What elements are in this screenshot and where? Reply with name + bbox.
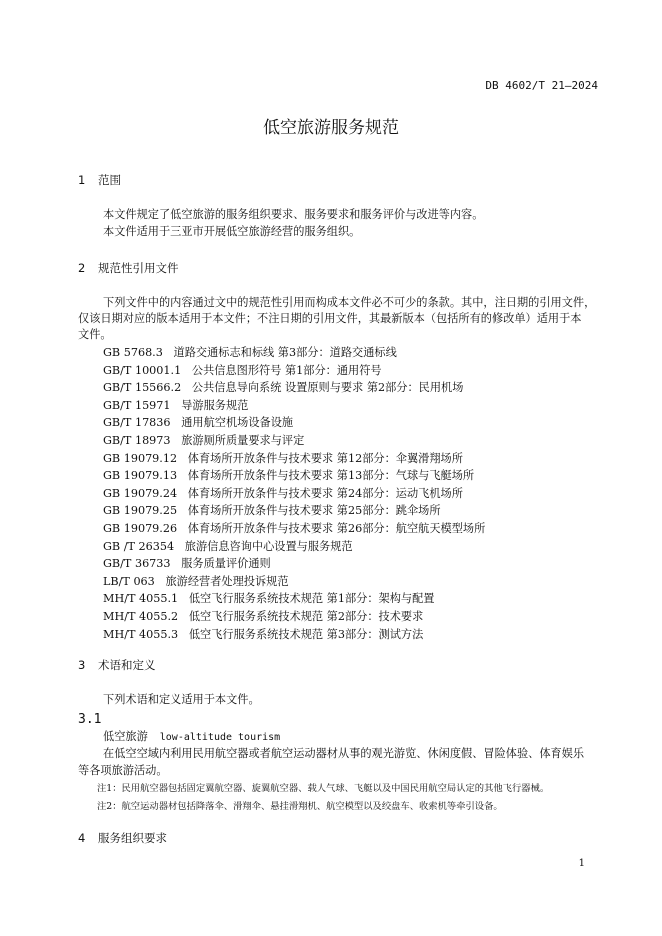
reference-code: GB/T 15566.2 — [103, 381, 182, 395]
reference-title: 体育场所开放条件与技术要求 第13部分：气球与飞艇场所 — [187, 469, 475, 483]
section-2-heading — [78, 260, 179, 276]
normative-intro-line-1: 下列文件中的内容通过文中的规范性引用而构成本文件必不可少的条款。其中，注日期的引用文件， — [103, 296, 596, 309]
reference-title: 道路交通标志和标线 第3部分：道路交通标线 — [173, 346, 397, 359]
reference-item — [103, 379, 485, 397]
reference-title: 旅游信息咨询中心设置与服务规范 — [184, 539, 353, 553]
normative-intro-line-2: 仅该日期对应的版本适用于本文件；不注日期的引用文件，其最新版本（包括所有的修改单）适用于本 — [78, 312, 582, 325]
reference-title: 低空飞行服务系统技术规范 第3部分：测试方法 — [188, 627, 424, 641]
reference-title: 服务质量评价通则 — [181, 557, 271, 571]
reference-code: LB/T 063 — [103, 574, 155, 588]
reference-item — [103, 626, 485, 644]
reference-item — [103, 397, 485, 415]
section-number: 3 — [78, 658, 86, 672]
reference-item — [103, 608, 485, 626]
reference-item — [103, 555, 485, 573]
reference-list — [103, 344, 485, 643]
reference-code: GB/T 17836 — [103, 416, 171, 430]
reference-title: 公共信息图形符号 第1部分：通用符号 — [191, 363, 382, 377]
reference-item — [103, 432, 485, 450]
section-number: 2 — [78, 261, 86, 275]
reference-item — [103, 485, 485, 503]
reference-title: 公共信息导向系统 设置原则与要求 第2部分：民用机场 — [191, 381, 464, 395]
reference-code: GB 19079.12 — [103, 451, 178, 465]
term-chinese: 低空旅游 — [103, 730, 148, 743]
reference-title: 体育场所开放条件与技术要求 第25部分：跳伞场所 — [187, 504, 441, 518]
reference-title: 体育场所开放条件与技术要求 第26部分：航空航天模型场所 — [187, 521, 486, 535]
term-number: 3.1 — [78, 712, 102, 727]
reference-item — [103, 573, 485, 591]
reference-item — [103, 450, 485, 468]
reference-title: 体育场所开放条件与技术要求 第24部分：运动飞机场所 — [187, 486, 463, 500]
section-title: 范围 — [98, 173, 121, 187]
section-4-heading — [78, 830, 167, 846]
reference-item — [103, 502, 485, 520]
reference-title: 体育场所开放条件与技术要求 第12部分：伞翼滑翔场所 — [187, 451, 463, 465]
document-title: 低空旅游服务规范 — [263, 118, 399, 138]
scope-paragraph-1: 本文件规定了低空旅游的服务组织要求、服务要求和服务评价与改进等内容。 — [103, 208, 484, 221]
reference-title: 导游服务规范 — [181, 398, 249, 412]
reference-title: 低空飞行服务系统技术规范 第2部分：技术要求 — [188, 609, 424, 623]
reference-item — [103, 590, 485, 608]
section-3-heading — [78, 657, 156, 673]
reference-code: MH/T 4055.3 — [103, 627, 179, 641]
reference-code: GB /T 26354 — [103, 539, 175, 553]
reference-code: GB/T 10001.1 — [103, 363, 182, 377]
document-number: DB 4602/T 21—2024 — [485, 79, 598, 92]
scope-paragraph-2: 本文件适用于三亚市开展低空旅游经营的服务组织。 — [103, 225, 361, 238]
term-english: low-altitude tourism — [159, 732, 281, 743]
terms-intro: 下列术语和定义适用于本文件。 — [103, 693, 260, 706]
page-number: 1 — [578, 858, 585, 869]
reference-title: 旅游经营者处理投诉规范 — [165, 574, 289, 588]
reference-code: MH/T 4055.1 — [103, 592, 179, 606]
reference-code: GB 19079.25 — [103, 504, 178, 518]
reference-title: 旅游厕所质量要求与评定 — [181, 433, 305, 447]
reference-code: GB/T 18973 — [103, 433, 171, 447]
reference-code: GB 5768.3 — [103, 346, 163, 359]
reference-code: GB/T 36733 — [103, 557, 171, 571]
term-note-1: 注1：民用航空器包括固定翼航空器、旋翼航空器、载人气球、飞艇以及中国民用航空局认定的其他飞行器械。 — [97, 783, 550, 794]
reference-title: 通用航空机场设备设施 — [181, 416, 294, 430]
reference-code: GB 19079.13 — [103, 469, 178, 483]
term-heading — [103, 728, 280, 744]
reference-item — [103, 467, 485, 485]
reference-item — [103, 344, 485, 362]
section-title: 服务组织要求 — [98, 831, 167, 845]
reference-code: MH/T 4055.2 — [103, 609, 179, 623]
reference-code: GB 19079.26 — [103, 521, 178, 535]
term-note-2: 注2：航空运动器材包括降落伞、滑翔伞、悬挂滑翔机、航空模型以及绞盘车、收索机等牵引设备。 — [97, 801, 503, 812]
reference-item — [103, 362, 485, 380]
reference-title: 低空飞行服务系统技术规范 第1部分：架构与配置 — [188, 592, 435, 606]
term-definition-line-1: 在低空空域内利用民用航空器或者航空运动器材从事的观光游览、休闲度假、冒险体验、体育娱乐 — [103, 747, 585, 760]
reference-code: GB 19079.24 — [103, 486, 178, 500]
section-number: 1 — [78, 173, 86, 187]
section-title: 规范性引用文件 — [98, 261, 179, 275]
term-definition-line-2: 等各项旅游活动。 — [78, 764, 168, 777]
reference-item — [103, 414, 485, 432]
section-1-heading — [78, 172, 121, 188]
section-title: 术语和定义 — [98, 658, 156, 672]
section-number: 4 — [78, 831, 86, 845]
reference-code: GB/T 15971 — [103, 398, 171, 412]
reference-item — [103, 538, 485, 556]
reference-item — [103, 520, 485, 538]
normative-intro-line-3: 文件。 — [78, 328, 112, 341]
